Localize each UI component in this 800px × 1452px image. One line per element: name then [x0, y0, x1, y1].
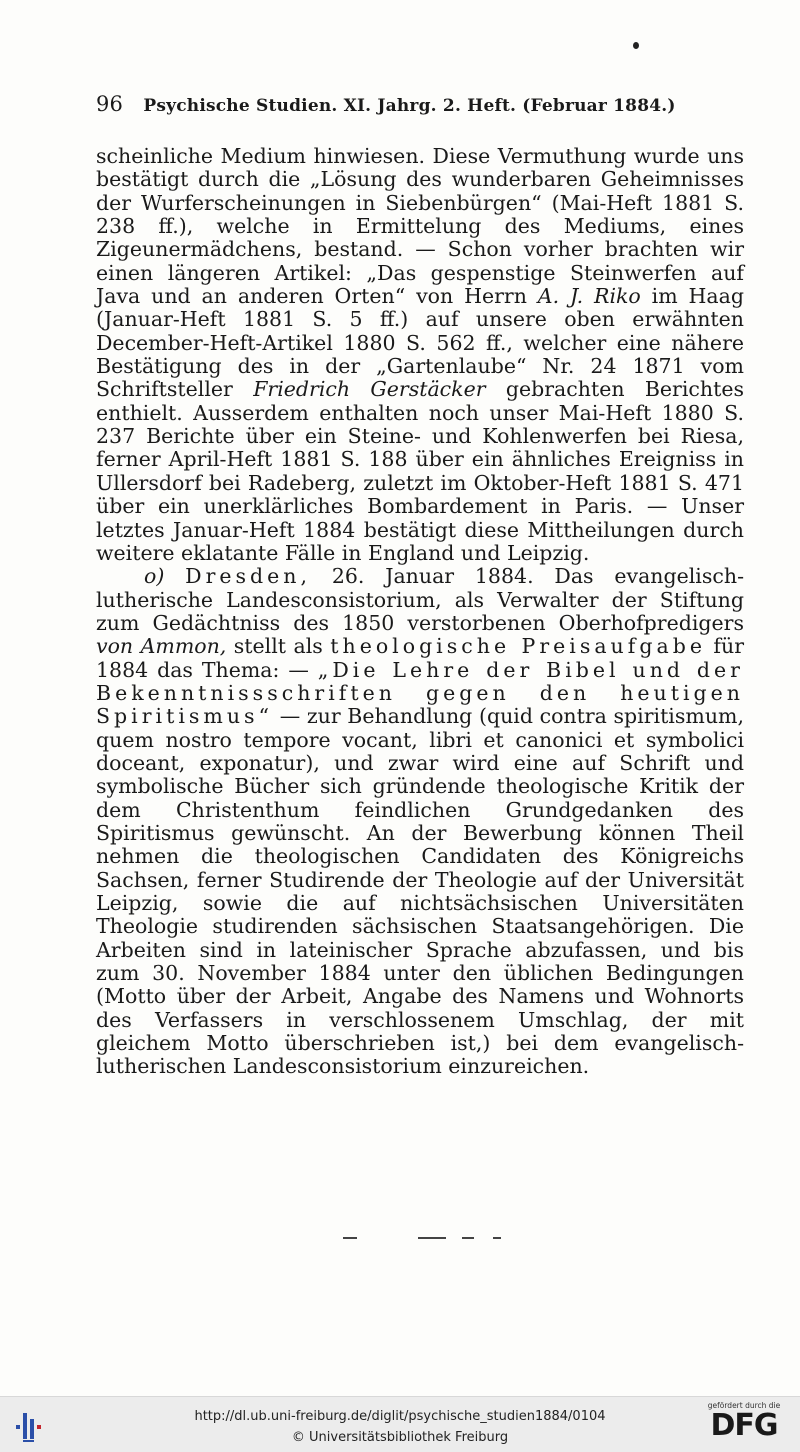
prize-theme: „Die Lehre der Bibel und der Bekenntnissschriften gegen den heutigen Spiritismus“: [96, 657, 744, 729]
journal-header-title: Psychische Studien. XI. Jahrg. 2. Heft. (Februar 1884.): [143, 96, 676, 116]
p1-text-c: gebrachten Berichtes enthielt. Ausserdem enthalten noch unser Mai-Heft 1880 S. 237 Berichte über ein Steine- und Kohlenwerfen bei Riesa, ferner April-Heft 1881 S. 188 über ein ähnliches Ereigniss in Ullersdorf bei Radeberg, zuletzt im Oktober-Heft 1881 S. 471 über ein unerklärliches Bombardement in Paris. — Unser letztes Januar-Heft 1884 bestätigt diese Mittheilungen durch weitere eklatante Fälle in England und Leipzig.: [96, 377, 744, 565]
copyright-notice: © Universitätsbibliothek Freiburg: [291, 1430, 509, 1445]
dfg-logo[interactable]: [698, 1401, 790, 1449]
permalink-url[interactable]: http://dl.ub.uni-freiburg.de/diglit/psychische_studien1884/0104: [194, 1409, 606, 1424]
p1-text-a: scheinliche Medium hinwiesen. Diese Vermuthung wurde uns bestätigt durch die „Lösung des wunderbaren Geheimnisses der Wurferscheinungen in Siebenbürgen“ (Mai-Heft 1881 S. 238 ff.), welche in Ermittelung des Mediums, eines Zigeunermädchens, bestand. — Schon vorher brachten wir einen längeren Artikel: „Das gespenstige Steinwerfen auf Java und an anderen Orten“ von Herrn: [96, 144, 744, 309]
running-head: [96, 92, 696, 116]
ink-speck: [633, 42, 639, 49]
item-marker: o): [144, 564, 165, 589]
p2-text-d: — zur Behandlung (quid contra spiritismum, quem nostro tempore vocant, libri et canonici et symbolici doceant, exponatur), und zwar wird eine auf Schrift und symbolische Bücher sich gründende theologische Kritik der dem Christenthum feindlichen Grundgedanken des Spiritismus gewünscht. An der Bewerbung können Theil nehmen die theologischen Candidaten des Königreichs Sachsen, ferner Studirende der Theologie auf der Universität Leipzig, sowie die auf nichtsächsischen Universitäten Theologie studirenden sächsischen Staatsangehörigen. Die Arbeiten sind in lateinischer Sprache abzufassen, und bis zum 30. November 1884 unter den üblichen Bedingungen (Motto über der Arbeit, Angabe des Namens und Wohnorts des Verfassers in verschlossenem Umschlag, der mit gleichem Motto überschrieben ist,) bei dem evangelisch-lutherischen Landesconsistorium einzureichen.: [96, 704, 744, 1079]
section-separator-4: [493, 1237, 501, 1239]
viewer-footer: [0, 1396, 800, 1452]
article-body: [96, 145, 744, 1079]
p2-text-a: 26. Januar 1884. Das evangelisch-lutherische Landesconsistorium, als Verwalter der Stiftung zum Gedächtniss des 1850 verstorbenen Oberhofpredigers: [96, 564, 744, 635]
author-name-riko: A. J. Riko: [537, 284, 641, 309]
section-separator-2: [418, 1237, 446, 1239]
paragraph-1: [96, 145, 744, 565]
section-separator-1: [343, 1237, 357, 1239]
paragraph-2: [96, 565, 744, 1079]
p2-text-b: stellt als: [226, 634, 331, 659]
person-name: von Ammon,: [96, 634, 227, 659]
dfg-logo-text: DFG: [710, 1408, 778, 1443]
p2-text-c: für 1884 das Thema: —: [96, 634, 744, 682]
sponsor-caption: gefördert durch die: [707, 1401, 781, 1410]
section-separator-3: [462, 1237, 474, 1239]
place-name: Dresden,: [185, 564, 312, 589]
p1-text-b: im Haag (Januar-Heft 1881 S. 5 ff.) auf unsere oben erwähnten December-Heft-Artikel 1880 S. 562 ff., welcher eine nähere Bestätigung des in der „Gartenlaube“ Nr. 24 1871 vom Schriftsteller: [96, 284, 744, 402]
page-number: 96: [96, 92, 124, 116]
author-name-gerstaecker: Friedrich Gerstäcker: [253, 377, 486, 402]
prize-label: theologische Preisaufgabe: [330, 634, 706, 659]
